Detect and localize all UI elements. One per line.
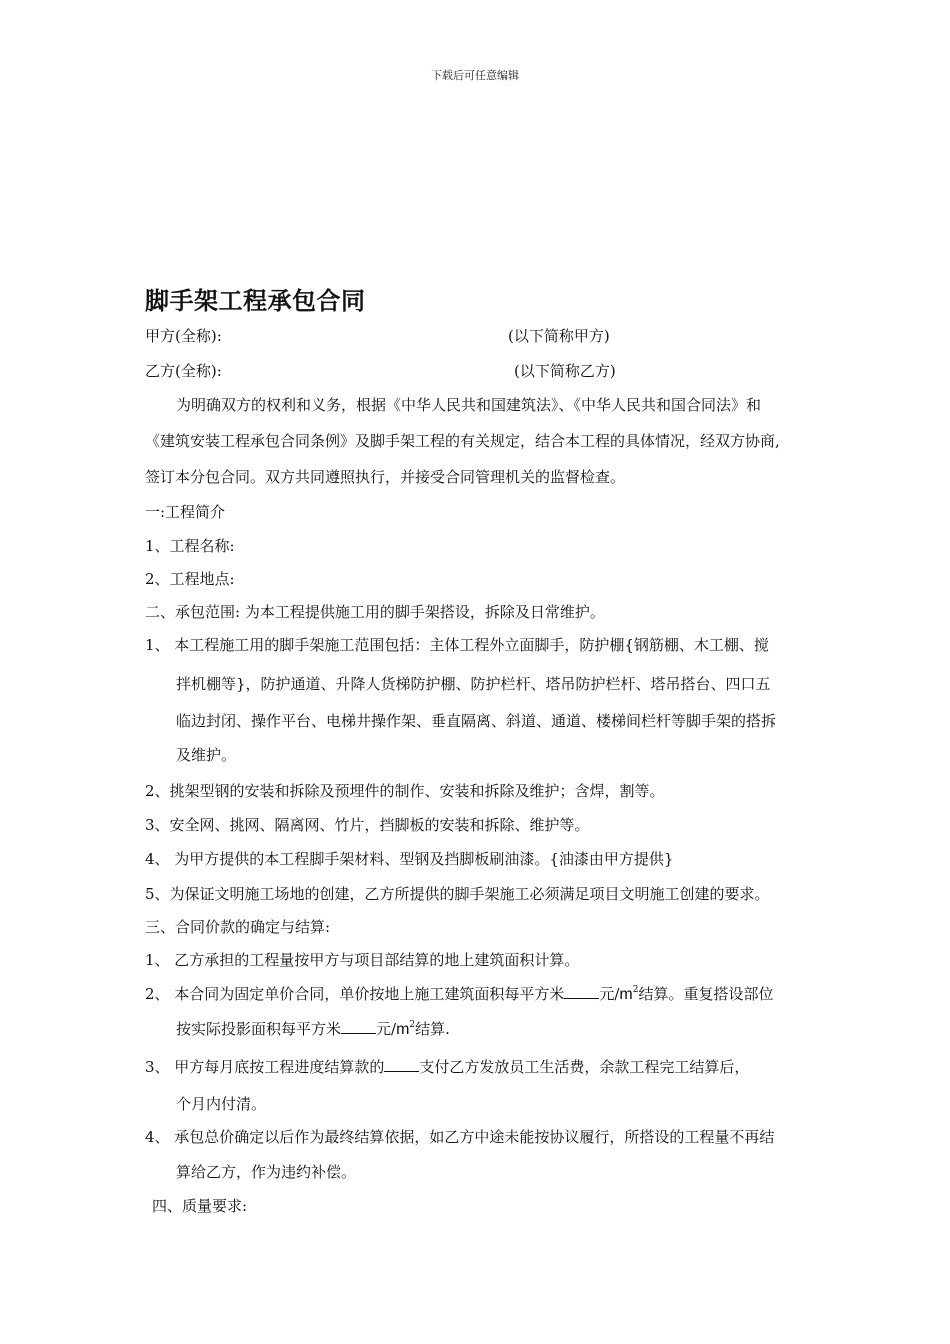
party-a-label: 甲方(全称): <box>145 327 222 345</box>
party-b-label: 乙方(全称): <box>145 362 222 380</box>
party-a-line <box>145 326 222 346</box>
intro-line-2: 《建筑安装工程承包合同条例》及脚手架工程的有关规定，结合本工程的具体情况，经双方协商, <box>145 432 780 450</box>
s1-project-location: 2、工程地点: <box>145 570 235 588</box>
document-title: 脚手架工程承包合同 <box>145 287 366 315</box>
unit-m: m <box>619 986 633 1003</box>
s3-item2-line2-text-b: 元/ <box>376 1020 397 1038</box>
s3-item1: 1、 乙方承担的工程量按甲方与项目部结算的地上建筑面积计算。 <box>145 951 580 969</box>
section-4-heading: 四、质量要求: <box>152 1197 248 1215</box>
s3-item2-text-c: 结算。重复搭设部位 <box>638 985 774 1003</box>
s2-item1-line1: 1、 本工程施工用的脚手架施工范围包括：主体工程外立面脚手，防护棚{钢筋棚、木工棚、搅 <box>145 636 769 654</box>
s3-item2-line2-text-c: 结算. <box>415 1020 450 1038</box>
s3-item2-text-b: 元/ <box>599 985 620 1003</box>
s3-item3-line1 <box>145 1057 749 1077</box>
section-1-heading: 一:工程简介 <box>145 503 226 521</box>
s3-item2-line2 <box>176 1019 450 1040</box>
s2-item4: 4、 为甲方提供的本工程脚手架材料、型钢及挡脚板刷油漆。{油漆由甲方提供} <box>145 850 674 868</box>
unit-price-blank <box>564 984 599 999</box>
s2-item1-line3: 临边封闭、操作平台、电梯井操作架、垂直隔离、斜道、通道、楼梯间栏杆等脚手架的搭拆 <box>176 712 777 730</box>
intro-line-3: 签订本分包合同。双方共同遵照执行，并接受合同管理机关的监督检查。 <box>145 468 626 486</box>
s3-item4-line1: 4、 承包总价确定以后作为最终结算依据，如乙方中途未能按协议履行，所搭设的工程量不再结 <box>145 1128 775 1146</box>
s1-project-name: 1、工程名称: <box>145 537 235 555</box>
section-2-heading: 二、承包范围: 为本工程提供施工用的脚手架搭设，拆除及日常维护。 <box>145 603 605 621</box>
s2-item3: 3、安全网、挑网、隔离网、竹片，挡脚板的安装和拆除、维护等。 <box>145 816 590 834</box>
unit-sup-2: 2 <box>409 1020 416 1030</box>
unit-m-2: m <box>396 1021 410 1038</box>
s3-item3-text-b: 支付乙方发放员工生活费，余款工程完工结算后， <box>419 1058 750 1076</box>
unit-sup: 2 <box>632 985 639 995</box>
s3-item3-text-a: 3、 甲方每月底按工程进度结算款的 <box>145 1058 385 1076</box>
section-3-heading: 三、合同价款的确定与结算: <box>145 918 331 936</box>
party-b-line <box>145 361 222 381</box>
s2-item1-line2: 拌机棚等}，防护通道、升降人货梯防护棚、防护栏杆、塔吊防护栏杆、塔吊搭台、四口五 <box>176 675 771 693</box>
s2-item1-line4: 及维护。 <box>176 746 237 764</box>
s3-item3-line2: 个月内付清。 <box>176 1095 267 1113</box>
party-a-suffix: (以下简称甲方) <box>508 327 610 345</box>
percentage-blank <box>384 1057 419 1072</box>
s2-item5: 5、为保证文明施工场地的创建，乙方所提供的脚手架施工必须满足项目文明施工创建的要求。 <box>145 885 770 903</box>
s3-item4-line2: 算给乙方，作为违约补偿。 <box>176 1163 357 1181</box>
header-note: 下载后可任意编辑 <box>431 69 519 82</box>
s3-item2-line1 <box>145 984 773 1005</box>
s2-item2: 2、挑架型钢的安装和拆除及预埋件的制作、安装和拆除及维护；含焊，割等。 <box>145 782 665 800</box>
s3-item2-text-a: 2、 本合同为固定单价合同，单价按地上施工建筑面积每平方米 <box>145 985 565 1003</box>
s3-item2-line2-text-a: 按实际投影面积每平方米 <box>176 1020 342 1038</box>
repeat-price-blank <box>341 1019 376 1034</box>
party-b-suffix: (以下简称乙方) <box>514 362 616 380</box>
intro-line-1: 为明确双方的权利和义务，根据《中华人民共和国建筑法》、《中华人民共和国合同法》和 <box>176 396 762 414</box>
